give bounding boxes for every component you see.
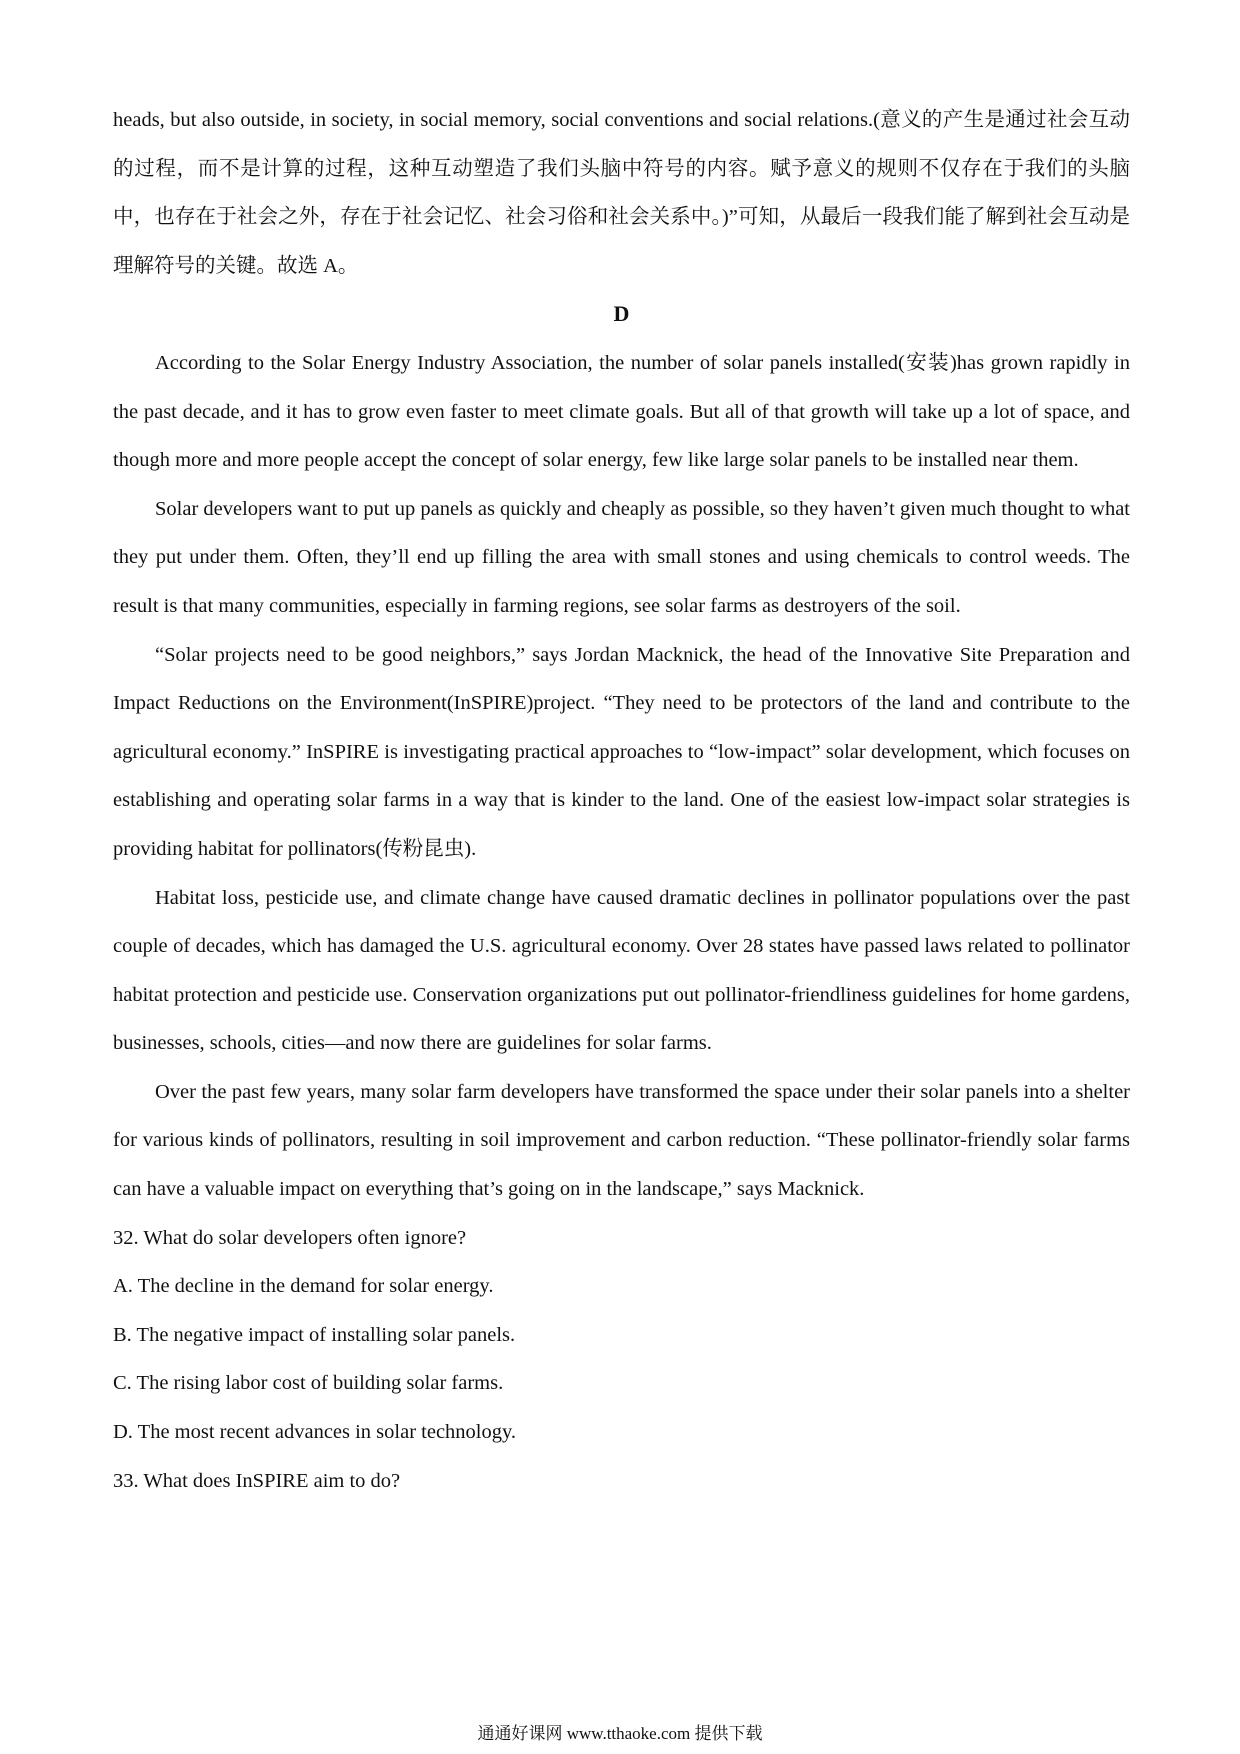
question-33: [113, 1457, 1130, 1506]
document-body: [113, 96, 1130, 1505]
question-32: [113, 1214, 1130, 1457]
question-32-option-b: B. The negative impact of installing solar panels.: [113, 1323, 516, 1346]
passage-paragraph-5: Over the past few years, many solar farm developers have transformed the space under their solar panels into a shelter for various kinds of pollinators, resulting in soil improvement and carbon reduction. “These pollinator-friendly solar farms can have a valuable impact on everything that’s going on in the landscape,” says Macknick.: [113, 1080, 1130, 1201]
question-32-stem: 32. What do solar developers often ignore?: [113, 1226, 467, 1249]
question-32-option-d: D. The most recent advances in solar technology.: [113, 1421, 517, 1444]
question-33-stem: 33. What does InSPIRE aim to do?: [113, 1469, 401, 1492]
passage-paragraph-1: According to the Solar Energy Industry Association, the number of solar panels installed(安装)has grown rapidly in the past decade, and it has to grow even faster to meet climate goals. But all of that growth will take up a lot of space, and though more and more people accept the concept of solar energy, few like large solar panels to be installed near them.: [113, 351, 1130, 472]
passage-paragraph-4: Habitat loss, pesticide use, and climate change have caused dramatic declines in pollinator populations over the past couple of decades, which has damaged the U.S. agricultural economy. Over 28 states have passed laws related to pollinator habitat protection and pesticide use. Conservation organizations put out pollinator-friendliness guidelines for home gardens, businesses, schools, cities—and now there are guidelines for solar farms.: [113, 886, 1130, 1055]
question-32-option-a: A. The decline in the demand for solar energy.: [113, 1275, 494, 1298]
passage-paragraph-3: “Solar projects need to be good neighbors,” says Jordan Macknick, the head of the Innovative Site Preparation and Impact Reductions on the Environment(InSPIRE)project. “They need to be protectors of the land and contribute to the agricultural economy.” InSPIRE is investigating practical approaches to “low-impact” solar development, which focuses on establishing and operating solar farms in a way that is kinder to the land. One of the easiest low-impact solar strategies is providing habitat for pollinators(传粉昆虫).: [113, 643, 1130, 860]
passage-paragraph-2: Solar developers want to put up panels as quickly and cheaply as possible, so they haven’t given much thought to what they put under them. Often, they’ll end up filling the area with small stones and using chemicals to control weeds. The result is that many communities, especially in farming regions, see solar farms as destroyers of the soil.: [113, 497, 1130, 617]
page-footer: 通通好课网 www.tthaoke.com 提供下载: [477, 1724, 763, 1743]
question-32-option-c: C. The rising labor cost of building solar farms.: [113, 1372, 504, 1395]
section-heading: D: [613, 301, 630, 327]
intro-paragraph: heads, but also outside, in society, in social memory, social conventions and social relations.(意义的产生是通过社会互动的过程，而不是计算的过程，这种互动塑造了我们头脑中符号的内容。赋予意义的规则不仅存在于我们的头脑中，也存在于社会之外，存在于社会记忆、社会习俗和社会关系中。)”可知，从最后一段我们能了解到社会互动是理解符号的关键。故选 A。: [113, 109, 1130, 277]
